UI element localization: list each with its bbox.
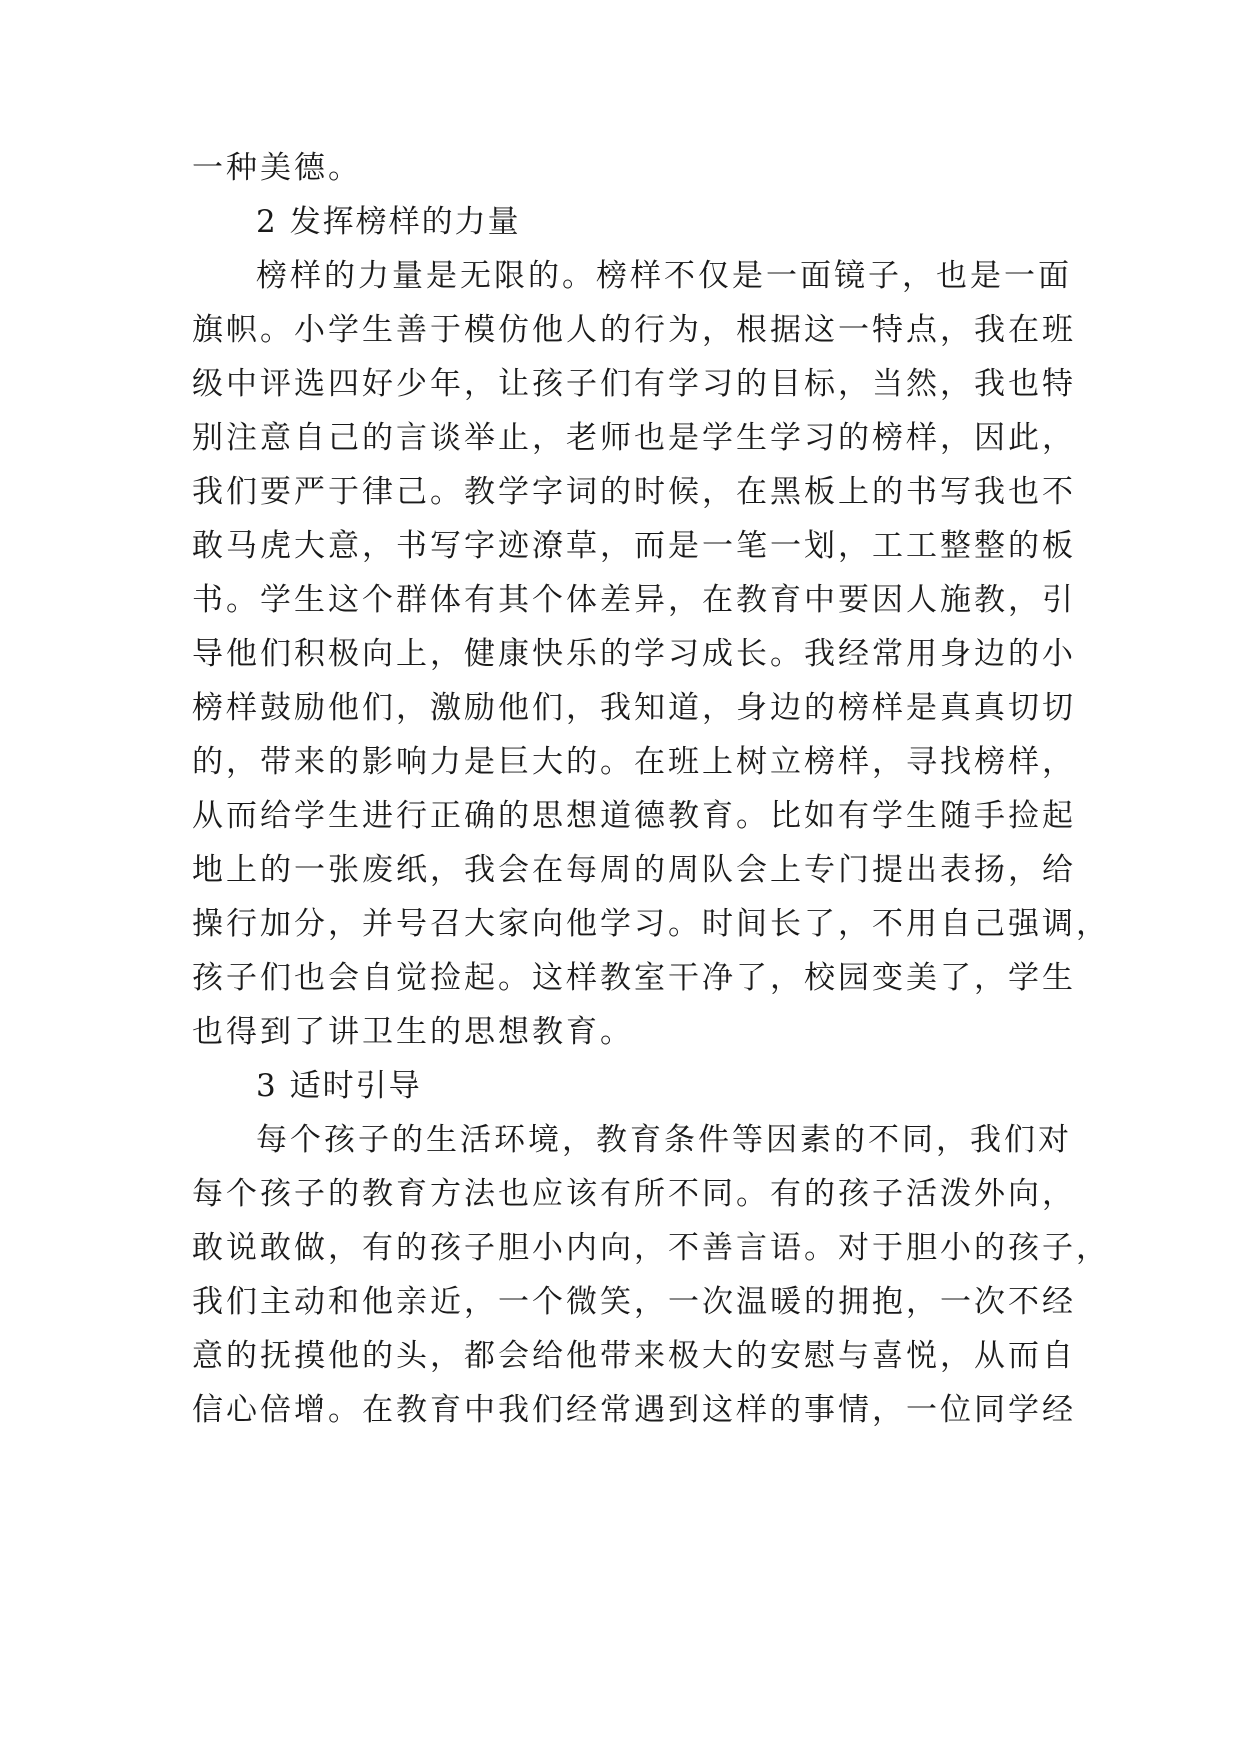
text-line: 榜样鼓励他们，激励他们，我知道，身边的榜样是真真切切	[192, 690, 1076, 726]
text-line: 别注意自己的言谈举止，老师也是学生学习的榜样，因此，	[192, 420, 1076, 456]
text-line: 我们主动和他亲近，一个微笑，一次温暖的拥抱，一次不经	[192, 1284, 1076, 1320]
text-line: 级中评选四好少年，让孩子们有学习的目标，当然，我也特	[192, 366, 1076, 402]
text-line: 从而给学生进行正确的思想道德教育。比如有学生随手捡起	[192, 798, 1076, 834]
text-line: 意的抚摸他的头，都会给他带来极大的安慰与喜悦，从而自	[192, 1338, 1076, 1374]
text-line: 也得到了讲卫生的思想教育。	[192, 1014, 634, 1050]
text-line: 一种美德。	[192, 150, 362, 186]
text-line: 的，带来的影响力是巨大的。在班上树立榜样，寻找榜样，	[192, 744, 1076, 780]
text-line: 孩子们也会自觉捡起。这样教室干净了，校园变美了，学生	[192, 960, 1076, 996]
text-line: 信心倍增。在教育中我们经常遇到这样的事情，一位同学经	[192, 1392, 1076, 1428]
text-line: 操行加分，并号召大家向他学习。时间长了，不用自己强调，	[192, 906, 1110, 942]
text-line: 导他们积极向上，健康快乐的学习成长。我经常用身边的小	[192, 636, 1076, 672]
text-line: 书。学生这个群体有其个体差异，在教育中要因人施教，引	[192, 582, 1076, 618]
section-heading: 2 发挥榜样的力量	[256, 204, 521, 240]
text-line: 敢马虎大意，书写字迹潦草，而是一笔一划，工工整整的板	[192, 528, 1076, 564]
text-line: 每个孩子的生活环境，教育条件等因素的不同，我们对	[256, 1122, 1072, 1158]
section-heading: 3 适时引导	[256, 1068, 422, 1104]
text-line: 敢说敢做，有的孩子胆小内向，不善言语。对于胆小的孩子，	[192, 1230, 1110, 1266]
text-line: 榜样的力量是无限的。榜样不仅是一面镜子，也是一面	[256, 258, 1072, 294]
text-line: 旗帜。小学生善于模仿他人的行为，根据这一特点，我在班	[192, 312, 1076, 348]
text-line: 我们要严于律己。教学字词的时候，在黑板上的书写我也不	[192, 474, 1076, 510]
text-line: 每个孩子的教育方法也应该有所不同。有的孩子活泼外向，	[192, 1176, 1076, 1212]
text-line: 地上的一张废纸，我会在每周的周队会上专门提出表扬，给	[192, 852, 1076, 888]
